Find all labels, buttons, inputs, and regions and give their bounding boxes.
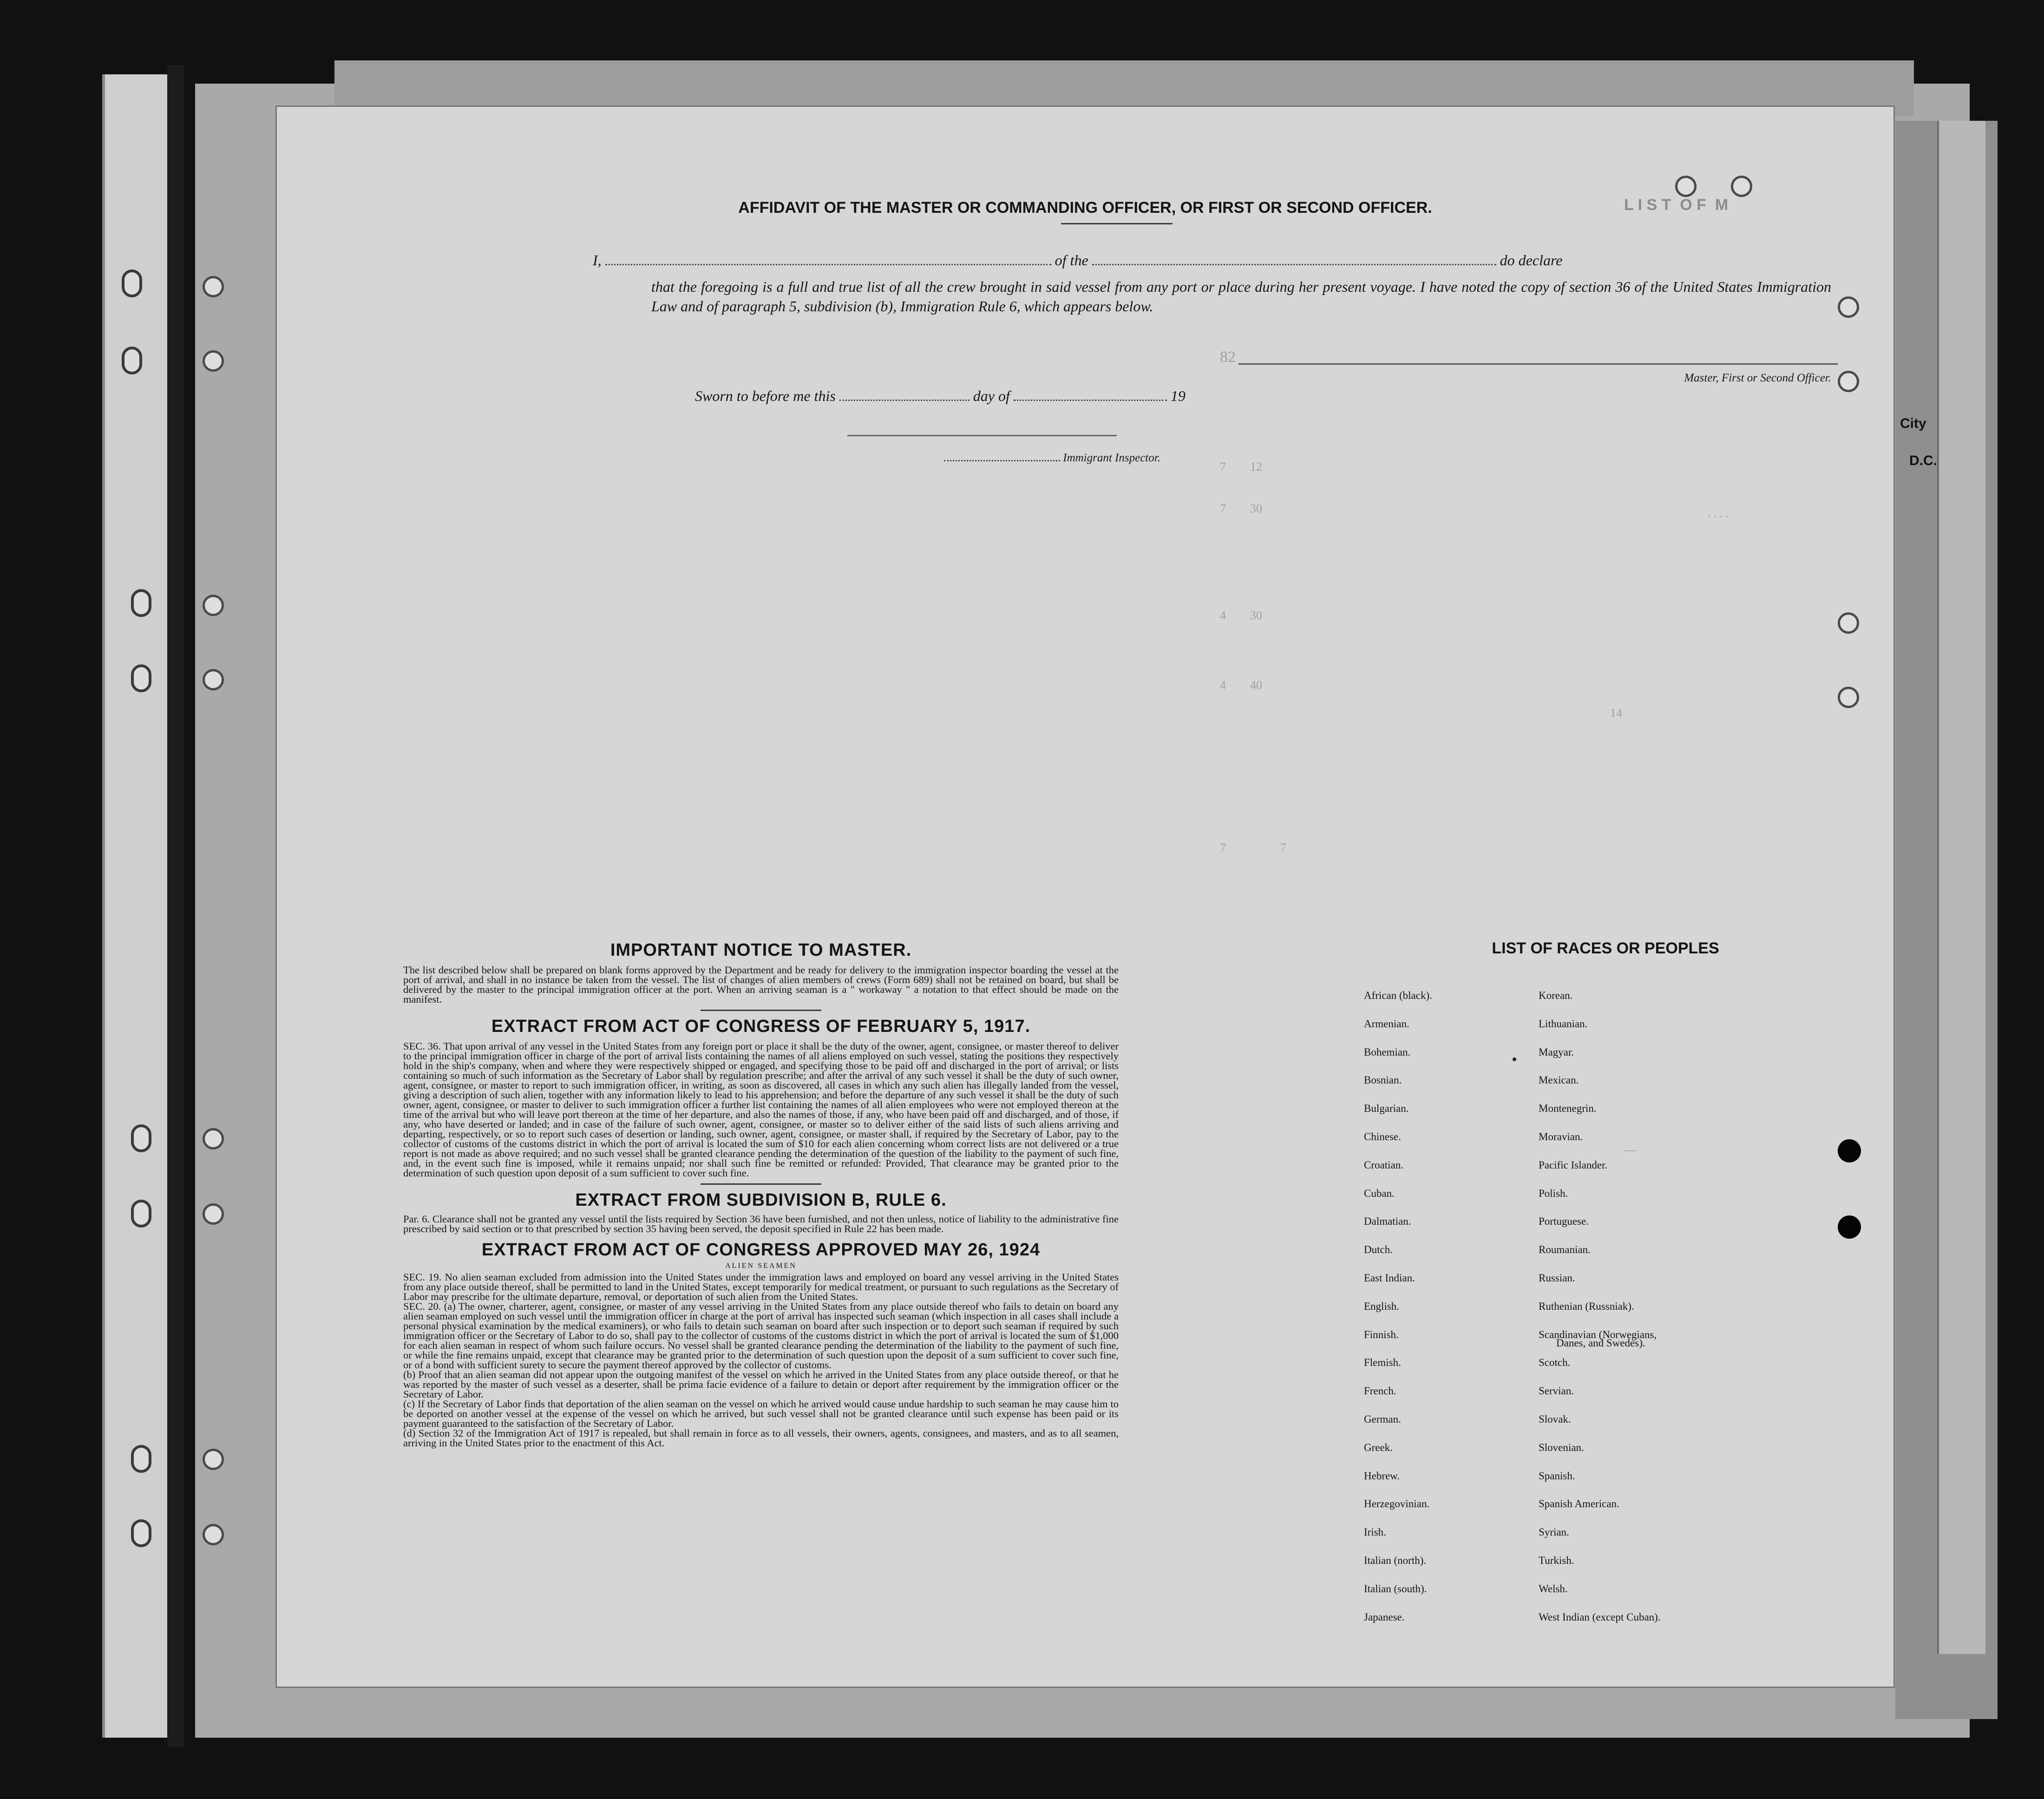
notice-title: IMPORTANT NOTICE TO MASTER. xyxy=(610,940,912,960)
bleed-through-mark: . . . . xyxy=(1708,506,1729,520)
race-item: Croatian. xyxy=(1364,1159,1403,1171)
race-item: Dutch. xyxy=(1364,1244,1393,1256)
bleed-through-mark: 82 xyxy=(1220,348,1236,366)
page-hole-dark xyxy=(1838,1139,1861,1162)
extract-1924-subhead: ALIEN SEAMEN xyxy=(725,1262,797,1270)
extract-1924-sec20d: (d) Section 32 of the Immigration Act of 1917 is repealed, but shall remain in force as to all vessels, their owners, agents, consignees, and masters, and as to all seamen, arriving in the United States prior to the enactment of this Act. xyxy=(403,1427,1119,1449)
page-hole xyxy=(203,1203,224,1225)
race-item: Finnish. xyxy=(1364,1328,1399,1340)
page-hole xyxy=(1838,612,1859,634)
race-item: Bosnian. xyxy=(1364,1074,1402,1086)
race-item: Russian. xyxy=(1539,1272,1575,1284)
affidavit-title: AFFIDAVIT OF THE MASTER OR COMMANDING OFFICER, OR FIRST OR SECOND OFFICER. xyxy=(738,199,1432,217)
race-item: Herzegovinian. xyxy=(1364,1498,1430,1510)
binder-hole xyxy=(131,1124,151,1152)
race-item: Spanish. xyxy=(1539,1470,1575,1482)
race-item: Servian. xyxy=(1539,1385,1574,1397)
race-item: Italian (north). xyxy=(1364,1554,1427,1566)
race-item: Turkish. xyxy=(1539,1554,1574,1566)
race-item: Korean. xyxy=(1539,990,1573,1001)
notice-column xyxy=(403,940,1119,1448)
bleed-through-mark: L I S T O F M xyxy=(1624,196,1729,214)
vessel-name-blank xyxy=(1092,264,1496,265)
binder-hole xyxy=(131,589,151,617)
signature-label: Master, First or Second Officer. xyxy=(1684,372,1831,384)
binder-hole xyxy=(131,1445,151,1473)
document-page xyxy=(277,107,1893,1687)
sworn-prefix: Sworn to before me this xyxy=(695,387,836,404)
notice-body: The list described below shall be prepared on blank forms approved by the Department and be ready for delivery to the immigration inspector boarding the vessel at the port of arrival, and shall in no instance be taken from the vessel. The list of changes of alien members of crews (Form 689) shall not be retained on board, but shall be delivered by the master to the principal immigration officer at the port. When an arriving seaman is a " workaway " a notation to that effect should be made on the manifest. xyxy=(403,964,1119,1005)
edge-tab-city: City xyxy=(1900,416,1926,431)
affidavit-declaration-line xyxy=(593,252,1838,269)
race-item: Magyar. xyxy=(1539,1046,1574,1058)
sworn-month-blank xyxy=(1014,400,1167,401)
title-underline xyxy=(1061,223,1173,224)
race-item: Bohemian. xyxy=(1364,1046,1411,1058)
extract-1924-sec19: SEC. 19. No alien seaman excluded from admission into the United States under the immigration laws and employed on board any vessel arriving in the United States from any place outside thereof, shall be permitted to land in the United States, except temporarily for medical treatment, or pursuant to such regulations as the Secretary of Labor may prescribe for the ultimate departure, removal, or deportation of such alien from the United States. xyxy=(403,1271,1119,1302)
page-hole xyxy=(203,1128,224,1149)
race-item: Slovak. xyxy=(1539,1413,1571,1425)
race-item: Scotch. xyxy=(1539,1357,1571,1369)
race-item: West Indian (except Cuban). xyxy=(1539,1611,1661,1623)
race-item: Scandinavian (Norwegians, xyxy=(1539,1328,1657,1340)
races-left-column xyxy=(1364,990,1531,1639)
bleed-through-mark: 4 30 xyxy=(1220,609,1262,622)
race-item: Armenian. xyxy=(1364,1018,1409,1030)
extract-1924-sec20b: (b) Proof that an alien seaman did not appear upon the outgoing manifest of the vessel on which he arrived in the United States from any place outside thereof, or that he was reported by the master of such vessel as a deserter, shall be prima facie evidence of a failure to detain or deport after requirement by the immigration officer or the Secretary of Labor. xyxy=(403,1369,1119,1400)
race-scandinavian-continuation: Danes, and Swedes). xyxy=(1556,1337,1645,1349)
race-item: German. xyxy=(1364,1413,1401,1425)
page-hole xyxy=(1838,296,1859,318)
race-item: English. xyxy=(1364,1300,1400,1312)
binder-hole xyxy=(131,1519,151,1547)
signature-line xyxy=(1238,363,1838,365)
page-hole xyxy=(1675,176,1697,197)
extract-rule6-title: EXTRACT FROM SUBDIVISION B, RULE 6. xyxy=(575,1190,947,1210)
extract-1917-title: EXTRACT FROM ACT OF CONGRESS OF FEBRUARY 5, 1917. xyxy=(491,1017,1031,1036)
page-hole xyxy=(203,669,224,690)
inspector-line xyxy=(944,452,1160,465)
race-item: Spanish American. xyxy=(1539,1498,1619,1510)
race-item: French. xyxy=(1364,1385,1396,1397)
page-hole xyxy=(1731,176,1752,197)
race-item: Mexican. xyxy=(1539,1074,1579,1086)
bleed-through-mark: 14 xyxy=(1610,706,1622,720)
race-item: Pacific Islander. xyxy=(1539,1159,1608,1171)
sworn-year-label: 19 xyxy=(1170,387,1186,404)
extract-rule6-body: Par. 6. Clearance shall not be granted any vessel until the lists required by Section 36 have been furnished, and not then unless, notice of liability to the administrative fine prescribed by said section or to that prescribed by section 35 having been served, the deposit specified in Rule 22 has been made. xyxy=(403,1213,1119,1234)
right-tab-strip xyxy=(1937,121,1985,1654)
extract-1924-sec20c: (c) If the Secretary of Labor finds that deportation of the alien seaman on the vessel on which he arrived would cause undue hardship to such seaman he may cause him to be deported on another vessel at the expense of the vessel on which he arrived, but such vessel shall not be granted clearance until such expense has been paid or its payment guaranteed to the satisfaction of the Secretary of Labor. xyxy=(403,1398,1119,1429)
bleed-through-mark: — xyxy=(1624,1143,1636,1156)
page-hole xyxy=(203,1449,224,1470)
binder-hole xyxy=(131,1200,151,1228)
race-item: Moravian. xyxy=(1539,1130,1583,1142)
binder-hole xyxy=(122,269,142,297)
inspector-label: Immigrant Inspector. xyxy=(1063,452,1160,464)
bleed-through-mark: 7 12 xyxy=(1220,460,1262,473)
race-item: Montenegrin. xyxy=(1539,1103,1597,1115)
inspector-blank xyxy=(944,460,1060,461)
sworn-day-label: day of xyxy=(973,387,1010,404)
races-title: LIST OF RACES OR PEOPLES xyxy=(1492,939,1719,957)
section-divider xyxy=(701,1010,821,1011)
ink-dot xyxy=(1513,1057,1516,1061)
race-item: Japanese. xyxy=(1364,1611,1405,1623)
race-item: Ruthenian (Russniak). xyxy=(1539,1300,1634,1312)
race-item: East Indian. xyxy=(1364,1272,1415,1284)
page-hole xyxy=(203,1524,224,1545)
bleed-through-mark: 7 30 xyxy=(1220,502,1262,515)
extract-1917-body: SEC. 36. That upon arrival of any vessel in the United States from any foreign port or place it shall be the duty of the owner, agent, consignee, or master thereof to deliver to the principal immigration officer in charge of the port of arrival lists containing the names of all aliens employed on such vessel, stating the positions they respectively hold in the ship's company, when and where they were respectively shipped or engaged, and specifying those to be paid off and discharged in the port of arrival; or lists containing so much of such information as the Secretary of Labor shall by regulation prescribe; and after the arrival of any such vessel it shall be the duty of such owner, agent, consignee, or master to report to such immigration officer, in writing, as soon as discovered, all cases in which any such alien has illegally landed from the vessel, giving a description of such alien, together with any information likely to lead to his apprehension; and before the departure of any such vessel it shall be the duty of such owner, agent, consignee, or master to deliver to such immigration officer a further list containing the names of all alien employees who were not employed thereon at the time of the arrival but who will leave port thereon at the time of her departure, and also the names of those, if any, who have been paid off and discharged, and of those, if any, who have deserted or landed; and in case of the failure of such owner, agent, consignee, or master so to deliver either of the said lists of such aliens arriving and departing, respectively, or so to report such cases of desertion or landing, such owner, agent, consignee, or master shall, if required by the Secretary of Labor, pay to the collector of customs of the customs district in which the port of arrival is located the sum of $10 for each alien concerning whom correct lists are not delivered or a true report is not made as above required; and no such vessel shall be granted clearance pending the determination of the question of the liability to the payment of such fine, and, in the event such fine is imposed, while it remains unpaid; nor shall such fine be remitted or refunded: Provided, That clearance may be granted prior to the determination of such question upon deposit of a sum sufficient to cover such fine. xyxy=(403,1040,1119,1179)
race-item: Hebrew. xyxy=(1364,1470,1400,1482)
race-item: Lithuanian. xyxy=(1539,1018,1588,1030)
sworn-day-blank xyxy=(839,400,970,401)
declare-i-label: I, xyxy=(593,252,602,269)
extract-1924-sec20a: SEC. 20. (a) The owner, charterer, agent, consignee, or master of any vessel arriving in the United States from any place outside thereof who fails to detain on board any alien seaman employed on such vessel until the immigration officer in charge at the port of arrival has inspected such seaman (which inspection in all cases shall include a personal physical examination by the medical examiners), or who fails to detain such seaman on board after such inspection or to deport such seaman if required by such immigration officer or the Secretary of Labor to do so, shall pay to the collector of customs of the customs district in which the port of arrival is located the sum of $1,000 for each alien seaman in respect of whom such failure occurs. No vessel shall be granted clearance pending the determination of the liability to the payment of such fine, or while the fine remains unpaid, except that clearance may be granted prior to the determination of such question upon the deposit of a sum sufficient to cover such fine, or of a bond with sufficient surety to secure the payment thereof approved by the collector of customs. xyxy=(403,1300,1119,1371)
binder-hole xyxy=(122,347,142,374)
race-item: Slovenian. xyxy=(1539,1441,1584,1453)
race-item: Roumanian. xyxy=(1539,1244,1591,1256)
binder-hole xyxy=(131,664,151,692)
page-hole xyxy=(203,595,224,616)
page-hole xyxy=(203,276,224,297)
race-item: Dalmatian. xyxy=(1364,1215,1411,1228)
bleed-through-mark: 7 7 xyxy=(1220,841,1286,854)
race-item: Cuban. xyxy=(1364,1187,1395,1199)
race-item: Welsh. xyxy=(1539,1582,1568,1595)
sworn-line xyxy=(695,387,1186,405)
race-item: Chinese. xyxy=(1364,1130,1401,1142)
page-hole-dark xyxy=(1838,1215,1861,1239)
race-item: Polish. xyxy=(1539,1187,1568,1199)
section-divider xyxy=(701,1183,821,1185)
binder-edge xyxy=(167,65,184,1747)
race-item: Irish. xyxy=(1364,1526,1386,1538)
race-item: Syrian. xyxy=(1539,1526,1569,1538)
race-item: Italian (south). xyxy=(1364,1582,1427,1595)
bleed-through-mark: 4 40 xyxy=(1220,678,1262,692)
page-hole xyxy=(1838,687,1859,708)
edge-tab-dc: D.C. xyxy=(1909,453,1937,468)
race-item: African (black). xyxy=(1364,990,1432,1001)
extract-1924-title: EXTRACT FROM ACT OF CONGRESS APPROVED MAY 26, 1924 xyxy=(481,1240,1041,1260)
declare-label: do declare xyxy=(1500,252,1563,269)
race-item: Bulgarian. xyxy=(1364,1103,1409,1115)
declare-of-label: of the xyxy=(1055,252,1088,269)
declarant-name-blank xyxy=(605,264,1051,265)
affidavit-body: that the foregoing is a full and true list of all the crew brought in said vessel from any port or place during her present voyage. I have noted the copy of section 36 of the United States Immigration Law and of paragraph 5, subdivision (b), Immigration Rule 6, which appears below. xyxy=(651,278,1831,315)
page-hole xyxy=(1838,371,1859,392)
race-item: Greek. xyxy=(1364,1441,1393,1453)
page-hole xyxy=(203,350,224,372)
races-right-column xyxy=(1539,990,1752,1639)
race-item: Portuguese. xyxy=(1539,1215,1589,1228)
inspector-signature-line xyxy=(847,435,1117,436)
race-item: Flemish. xyxy=(1364,1357,1401,1369)
